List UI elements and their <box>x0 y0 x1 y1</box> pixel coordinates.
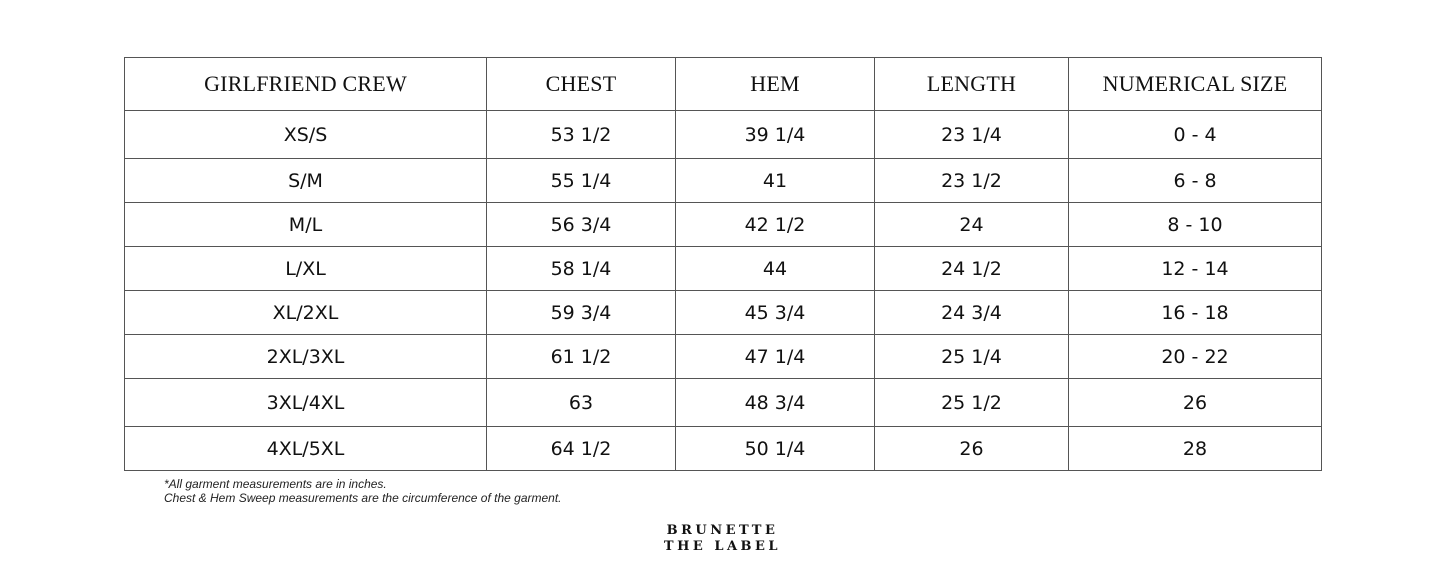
length-cell: 26 <box>875 427 1069 471</box>
numerical-size-cell: 16 - 18 <box>1069 291 1322 335</box>
table-row <box>125 203 1322 247</box>
numerical-size-cell: 12 - 14 <box>1069 247 1322 291</box>
size-cell: S/M <box>125 159 487 203</box>
length-cell: 25 1/2 <box>875 379 1069 427</box>
hem-cell: 44 <box>676 247 875 291</box>
numerical-size-cell: 26 <box>1069 379 1322 427</box>
numerical-size-cell: 8 - 10 <box>1069 203 1322 247</box>
header-style: GIRLFRIEND CREW <box>125 58 487 111</box>
hem-cell: 48 3/4 <box>676 379 875 427</box>
size-cell: XS/S <box>125 111 487 159</box>
hem-cell: 50 1/4 <box>676 427 875 471</box>
size-cell: L/XL <box>125 247 487 291</box>
header-chest: CHEST <box>487 58 676 111</box>
header-hem: HEM <box>676 58 875 111</box>
hem-cell: 41 <box>676 159 875 203</box>
size-cell: M/L <box>125 203 487 247</box>
length-cell: 23 1/2 <box>875 159 1069 203</box>
hem-cell: 39 1/4 <box>676 111 875 159</box>
table-row <box>125 379 1322 427</box>
numerical-size-cell: 20 - 22 <box>1069 335 1322 379</box>
size-cell: 4XL/5XL <box>125 427 487 471</box>
measurement-notes <box>164 477 562 505</box>
hem-cell: 42 1/2 <box>676 203 875 247</box>
length-cell: 24 3/4 <box>875 291 1069 335</box>
header-row <box>125 58 1322 111</box>
table-row <box>125 335 1322 379</box>
table-row <box>125 247 1322 291</box>
chest-cell: 55 1/4 <box>487 159 676 203</box>
chest-cell: 58 1/4 <box>487 247 676 291</box>
note-circumference: Chest & Hem Sweep measurements are the circumference of the garment. <box>164 491 562 505</box>
chest-cell: 64 1/2 <box>487 427 676 471</box>
length-cell: 23 1/4 <box>875 111 1069 159</box>
table-row <box>125 291 1322 335</box>
brand-name: BRUNETTE <box>666 523 779 538</box>
brand-subtitle: THE LABEL <box>663 539 782 554</box>
chest-cell: 61 1/2 <box>487 335 676 379</box>
length-cell: 24 <box>875 203 1069 247</box>
hem-cell: 45 3/4 <box>676 291 875 335</box>
chest-cell: 63 <box>487 379 676 427</box>
table-row <box>125 159 1322 203</box>
size-cell: 2XL/3XL <box>125 335 487 379</box>
header-length: LENGTH <box>875 58 1069 111</box>
length-cell: 25 1/4 <box>875 335 1069 379</box>
table-row <box>125 111 1322 159</box>
numerical-size-cell: 28 <box>1069 427 1322 471</box>
table-row <box>125 427 1322 471</box>
note-units: *All garment measurements are in inches. <box>164 477 387 491</box>
chest-cell: 53 1/2 <box>487 111 676 159</box>
brand-logo <box>0 523 1445 555</box>
size-cell: 3XL/4XL <box>125 379 487 427</box>
chest-cell: 56 3/4 <box>487 203 676 247</box>
hem-cell: 47 1/4 <box>676 335 875 379</box>
header-numerical-size: NUMERICAL SIZE <box>1069 58 1322 111</box>
numerical-size-cell: 0 - 4 <box>1069 111 1322 159</box>
size-cell: XL/2XL <box>125 291 487 335</box>
length-cell: 24 1/2 <box>875 247 1069 291</box>
numerical-size-cell: 6 - 8 <box>1069 159 1322 203</box>
chest-cell: 59 3/4 <box>487 291 676 335</box>
size-chart-table <box>124 57 1322 471</box>
